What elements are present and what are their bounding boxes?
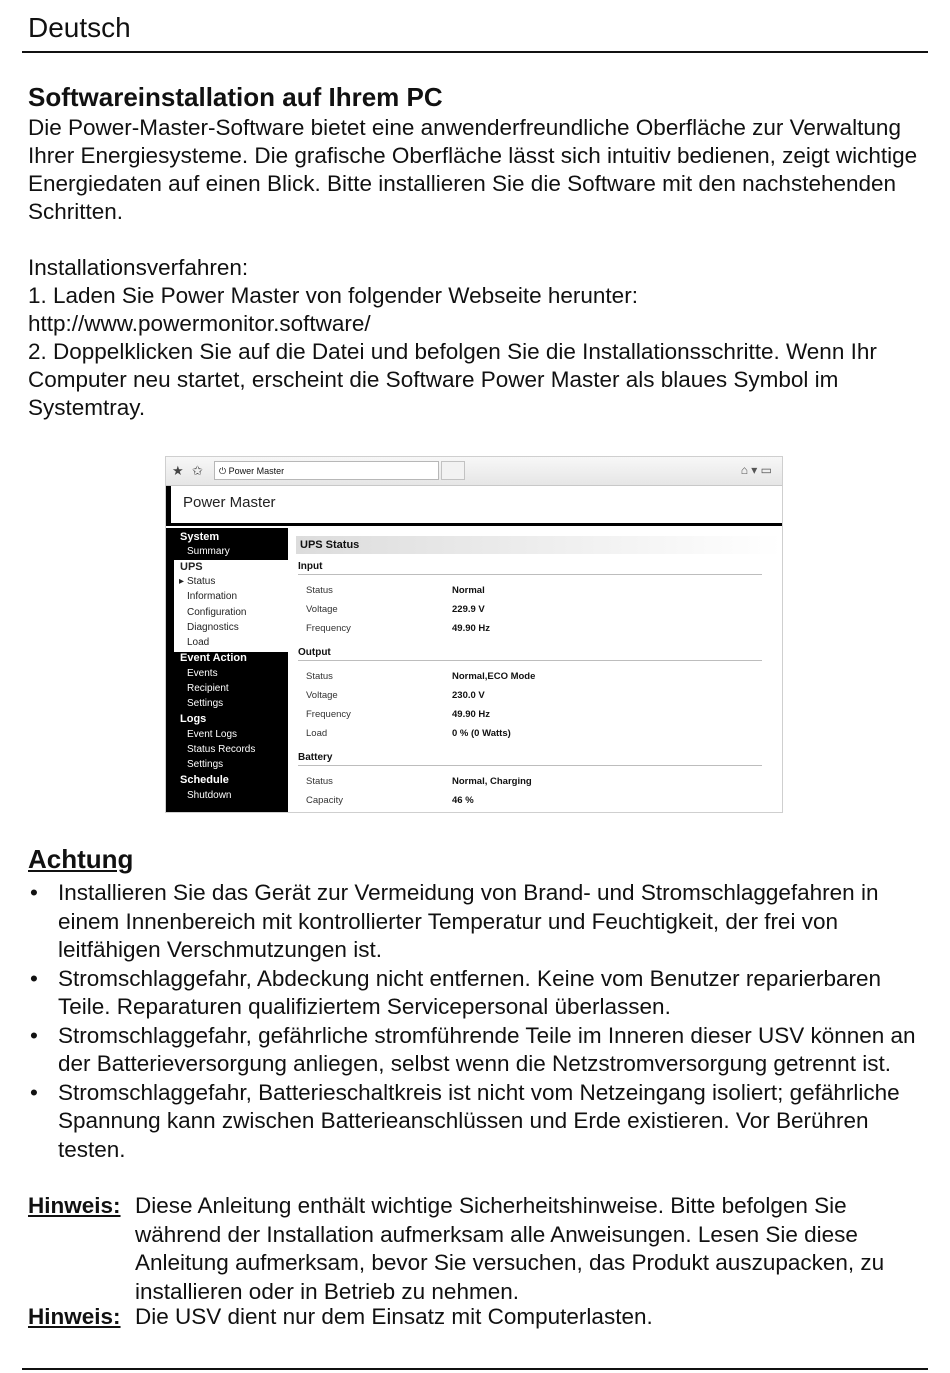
language-header: Deutsch <box>28 12 131 43</box>
output-frequency-value: 49.90 Hz <box>452 709 491 720</box>
note-1 <box>28 1192 918 1306</box>
app-header <box>166 486 782 526</box>
output-load-label: Load <box>306 728 328 739</box>
warning-text: Stromschlaggefahr, Abdeckung nicht entfernen. Keine vom Benutzer reparierbaren Teile. Reparaturen qualifiziertem Servicepersonal überlassen. <box>58 965 881 1019</box>
battery-divider <box>298 765 762 766</box>
input-voltage-label: Voltage <box>306 604 338 615</box>
sidebar-item-summary: Summary <box>187 546 230 557</box>
sidebar-item-information: Information <box>187 591 238 602</box>
tab-title: Power Master <box>228 466 285 476</box>
sidebar-item-status: Status <box>187 576 216 587</box>
panel-title: UPS Status <box>296 536 782 554</box>
download-url: http://www.powermonitor.software/ <box>28 311 371 336</box>
output-divider <box>298 660 762 661</box>
browser-tab <box>214 461 439 480</box>
input-frequency-value: 49.90 Hz <box>452 623 491 634</box>
input-status-label: Status <box>306 585 333 596</box>
installation-title: Softwareinstallation auf Ihrem PC <box>28 82 443 112</box>
step-1: 1. Laden Sie Power Master von folgender Webseite herunter: <box>28 283 638 308</box>
input-status-value: Normal <box>452 585 485 596</box>
sidebar-event-action: Event Action <box>180 652 247 664</box>
warning-item <box>28 879 918 965</box>
input-voltage-value: 229.9 V <box>452 604 485 615</box>
input-frequency-label: Frequency <box>306 623 351 634</box>
header-divider <box>22 51 928 53</box>
output-voltage-label: Voltage <box>306 690 338 701</box>
sidebar-schedule: Schedule <box>180 774 229 786</box>
battery-status-value: Normal, Charging <box>452 776 532 787</box>
bullet-icon: • <box>30 1022 38 1048</box>
warning-title: Achtung <box>28 844 134 874</box>
installation-intro: Die Power-Master-Software bietet eine anwenderfreundliche Oberfläche zur Verwaltung Ihrer Energiesysteme. Die grafische Oberfläche lässt sich intuitiv bedienen, zeigt wichtige Energiedaten auf einen Blick. Bitte installieren Sie die Software mit den nachstehenden Schritten. <box>28 115 918 224</box>
app-title: Power Master <box>183 494 276 511</box>
battery-capacity-value: 46 % <box>452 795 474 806</box>
home-icon: ⌂ ▾ ▭ <box>740 463 772 477</box>
output-status-value: Normal,ECO Mode <box>452 671 536 682</box>
output-status-label: Status <box>306 671 333 682</box>
output-load-value: 0 % (0 Watts) <box>452 728 511 739</box>
browser-toolbar <box>166 457 782 486</box>
chevron-right-icon: ▸ <box>179 576 185 587</box>
footer-divider <box>22 1368 928 1370</box>
warning-item <box>28 965 918 1022</box>
installation-procedure <box>28 254 918 422</box>
bullet-icon: • <box>30 1079 38 1105</box>
star-icon: ★ <box>172 463 184 478</box>
sidebar <box>166 528 288 812</box>
sidebar-ups: UPS <box>180 561 203 573</box>
note-text: Diese Anleitung enthält wichtige Sicherheitshinweise. Bitte befolgen Sie während der Installation aufmerksam alle Anweisungen. Lesen Sie diese Anleitung aufmerksam, bevor Sie versuchen, das Produkt auszupacken, zu installieren oder in Betrieb zu nehmen. <box>135 1193 885 1304</box>
warning-list <box>28 879 918 1164</box>
warning-item <box>28 1079 918 1165</box>
input-group-label: Input <box>298 561 323 572</box>
sidebar-item-recipient: Recipient <box>187 683 229 694</box>
input-divider <box>298 574 762 575</box>
output-voltage-value: 230.0 V <box>452 690 485 701</box>
battery-status-label: Status <box>306 776 333 787</box>
new-tab <box>441 461 465 480</box>
sidebar-logs: Logs <box>180 713 207 725</box>
note-label: Hinweis: <box>28 1304 121 1329</box>
sidebar-item-settings: Settings <box>187 698 224 709</box>
output-group-label: Output <box>298 647 331 658</box>
procedure-label: Installationsverfahren: <box>28 255 249 280</box>
sidebar-item-status-records: Status Records <box>187 744 256 755</box>
favorites-icon: ✩ <box>192 463 203 478</box>
sidebar-item-configuration: Configuration <box>187 607 247 618</box>
warning-text: Installieren Sie das Gerät zur Vermeidung von Brand- und Stromschlaggefahren in einem Innenbereich mit kontrollierter Temperatur und Feuchtigkeit, der frei von leitfähigen Verschmutzungen ist. <box>58 880 879 962</box>
step-2: 2. Doppelklicken Sie auf die Datei und befolgen Sie die Installationsschritte. Wenn Ihr Computer neu startet, erscheint die Software Power Master als blaues Symbol im Systemtray. <box>28 339 877 420</box>
sidebar-item-shutdown: Shutdown <box>187 790 232 801</box>
warning-item <box>28 1022 918 1079</box>
power-master-screenshot <box>165 456 783 813</box>
sidebar-item-events: Events <box>187 668 218 679</box>
note-label: Hinweis: <box>28 1193 121 1218</box>
battery-capacity-label: Capacity <box>306 795 343 806</box>
sidebar-item-diagnostics: Diagnostics <box>187 622 239 633</box>
sidebar-item-load: Load <box>187 637 210 648</box>
battery-group-label: Battery <box>298 752 333 763</box>
bullet-icon: • <box>30 880 38 905</box>
sidebar-system: System <box>180 531 220 543</box>
bullet-icon: • <box>30 965 38 991</box>
warning-text: Stromschlaggefahr, gefährliche stromführende Teile im Inneren dieser USV können an der Batterieversorgung anliegen, selbst wenn die Netzstromversorgung getrennt ist. <box>58 1022 916 1076</box>
output-frequency-label: Frequency <box>306 709 351 720</box>
ups-status-panel <box>288 528 782 812</box>
warning-text: Stromschlaggefahr, Batterieschaltkreis ist nicht vom Netzeingang isoliert; gefährliche Spannung kann zwischen Batterieanschlüssen und Erde existieren. Vor Berühren testen. <box>58 1079 900 1162</box>
note-2 <box>28 1303 918 1332</box>
power-icon: ⏻ <box>219 466 227 476</box>
sidebar-item-logs-settings: Settings <box>187 759 224 770</box>
note-text: Die USV dient nur dem Einsatz mit Computerlasten. <box>135 1304 653 1329</box>
sidebar-item-event-logs: Event Logs <box>187 729 238 740</box>
